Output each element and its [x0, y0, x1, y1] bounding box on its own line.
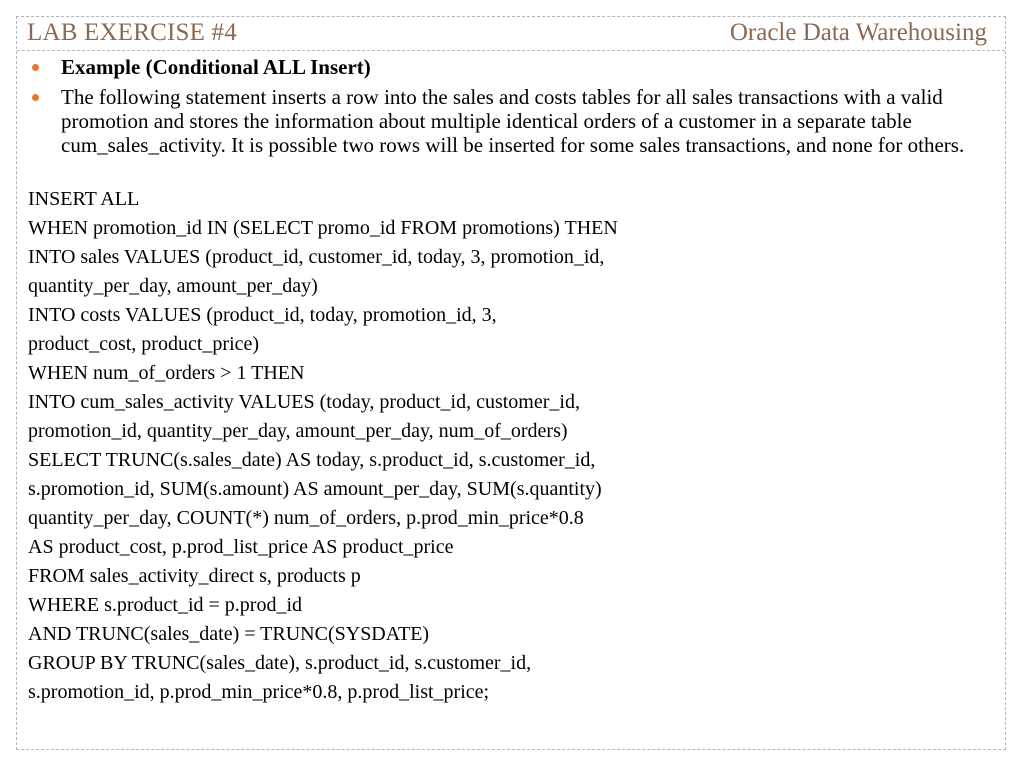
bullet-dot-icon	[32, 94, 39, 101]
code-line: s.promotion_id, SUM(s.amount) AS amount_per_day, SUM(s.quantity)	[28, 478, 602, 500]
example-title: Example (Conditional ALL Insert)	[61, 55, 371, 79]
bullet-dot-icon	[32, 64, 39, 71]
bullet-item	[17, 85, 991, 157]
code-line: GROUP BY TRUNC(sales_date), s.product_id, s.customer_id,	[28, 652, 532, 674]
slide-content	[17, 55, 1005, 707]
code-line: INTO sales VALUES (product_id, customer_id, today, 3, promotion_id,	[28, 246, 605, 268]
slide-header	[17, 17, 1005, 51]
code-line: s.promotion_id, p.prod_min_price*0.8, p.prod_list_price;	[28, 681, 490, 703]
code-line: INTO cum_sales_activity VALUES (today, product_id, customer_id,	[28, 391, 580, 413]
bullet-item	[17, 55, 991, 79]
code-line: WHEN promotion_id IN (SELECT promo_id FROM promotions) THEN	[28, 217, 618, 239]
sql-code-block	[17, 185, 991, 707]
code-line: SELECT TRUNC(s.sales_date) AS today, s.product_id, s.customer_id,	[28, 449, 596, 471]
lab-exercise-title: LAB EXERCISE #4	[27, 19, 237, 46]
code-line: product_cost, product_price)	[28, 333, 260, 355]
bullet-list	[17, 55, 991, 157]
course-title: Oracle Data Warehousing	[729, 19, 987, 46]
code-line: INTO costs VALUES (product_id, today, promotion_id, 3,	[28, 304, 497, 326]
code-line: AS product_cost, p.prod_list_price AS product_price	[28, 536, 454, 558]
code-line: WHEN num_of_orders > 1 THEN	[28, 362, 305, 384]
code-line: AND TRUNC(sales_date) = TRUNC(SYSDATE)	[28, 623, 430, 645]
code-line: FROM sales_activity_direct s, products p	[28, 565, 361, 587]
code-line: promotion_id, quantity_per_day, amount_per_day, num_of_orders)	[28, 420, 568, 442]
code-line: INSERT ALL	[28, 188, 140, 210]
code-line: quantity_per_day, COUNT(*) num_of_orders, p.prod_min_price*0.8	[28, 507, 584, 529]
code-line: quantity_per_day, amount_per_day)	[28, 275, 318, 297]
slide-frame	[16, 16, 1006, 750]
code-line: WHERE s.product_id = p.prod_id	[28, 594, 303, 616]
description-text: The following statement inserts a row into the sales and costs tables for all sales transactions with a valid promotion and stores the information about multiple identical orders of a customer in a separate table cum_sales_activity. It is possible two rows will be inserted for some sales transactions, and none for others.	[61, 85, 965, 157]
